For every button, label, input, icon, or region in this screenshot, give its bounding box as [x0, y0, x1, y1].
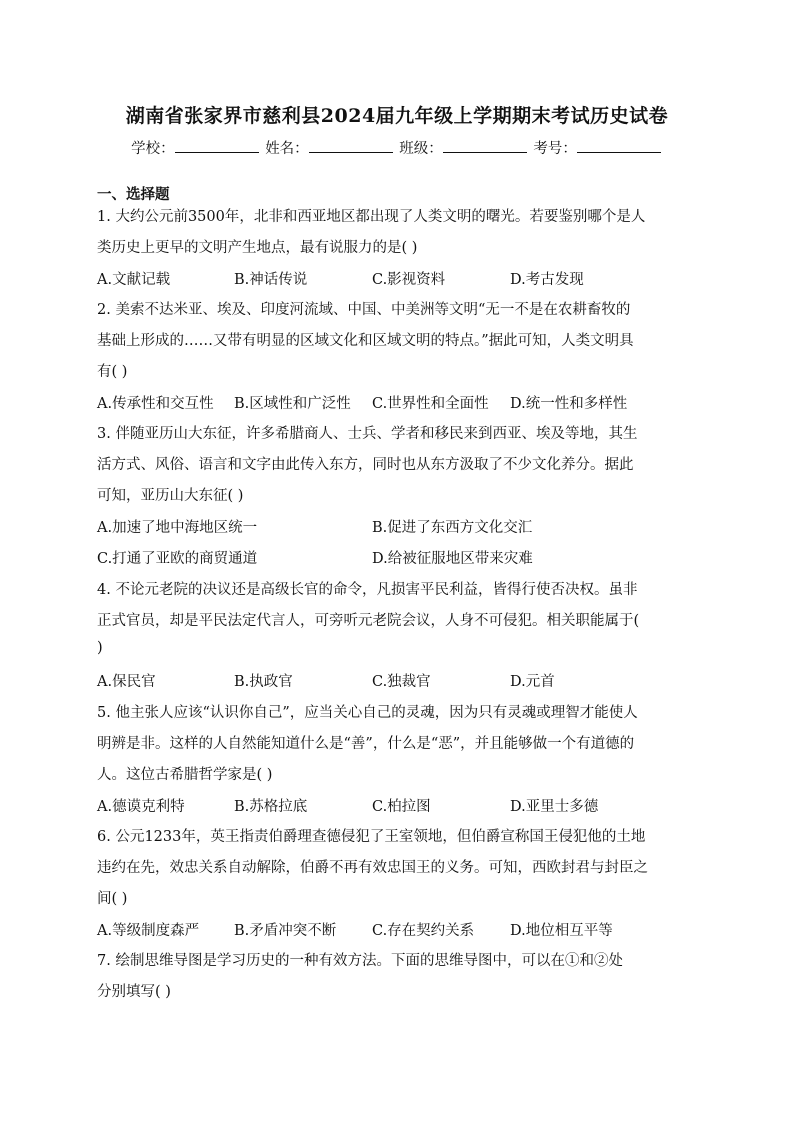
question-4-option-a[interactable]: A.保民官 — [97, 674, 156, 690]
question-6-line-2: 违约在先，效忠关系自动解除，伯爵不再有效忠国王的义务。可知，西欧封君与封臣之 — [97, 860, 648, 876]
question-4-line-2: 正式官员，却是平民法定代言人，可旁听元老院会议，人身不可侵犯。相关职能属于( — [97, 613, 640, 629]
question-2-line-3: 有( ) — [97, 364, 128, 380]
section-heading: 一、选择题 — [97, 186, 170, 203]
exam-number-label: 考号： — [533, 141, 577, 157]
student-info-row — [0, 137, 794, 158]
question-5-line-2: 明辨是非。这样的人自然能知道什么是“善”，什么是“恶”，并且能够做一个有道德的 — [97, 736, 635, 752]
question-3-line-3: 可知，亚历山大东征( ) — [97, 488, 244, 504]
exam-title: 湖南省张家界市慈利县2024届九年级上学期期末考试历史试卷 — [125, 105, 669, 127]
question-3-option-c[interactable]: C.打通了亚欧的商贸通道 — [97, 551, 258, 567]
question-4-option-c[interactable]: C.独裁官 — [372, 674, 431, 690]
question-6-line-3: 间( ) — [97, 891, 128, 907]
question-6-option-b[interactable]: B.矛盾冲突不断 — [234, 923, 337, 939]
question-5-line-3: 人。这位古希腊哲学家是( ) — [97, 767, 273, 783]
question-6-option-d[interactable]: D.地位相互平等 — [510, 923, 613, 939]
question-4-line-1: 4. 不论元老院的决议还是高级长官的命令，凡损害平民利益，皆得行使否决权。虽非 — [97, 582, 638, 598]
class-label: 班级： — [399, 141, 443, 157]
question-5-option-b[interactable]: B.苏格拉底 — [234, 799, 308, 815]
question-1-option-c[interactable]: C.影视资料 — [372, 272, 446, 288]
question-4-line-3: ) — [97, 640, 103, 656]
question-3-line-1: 3. 伴随亚历山大东征，许多希腊商人、士兵、学者和移民来到西亚、埃及等地，其生 — [97, 426, 638, 442]
question-6-line-1: 6. 公元1233年，英王指责伯爵理查德侵犯了王室领地，但伯爵宣称国王侵犯他的土地 — [97, 829, 646, 845]
name-blank[interactable] — [309, 137, 393, 153]
question-1-line-2: 类历史上更早的文明产生地点，最有说服力的是( ) — [97, 240, 418, 256]
question-2-line-1: 2. 美索不达米亚、埃及、印度河流域、中国、中美洲等文明“无一不是在农耕畜牧的 — [97, 302, 631, 318]
name-label: 姓名： — [265, 141, 309, 157]
question-7-line-2: 分别填写( ) — [97, 984, 171, 1000]
question-6-option-a[interactable]: A.等级制度森严 — [97, 923, 200, 939]
question-2-option-c[interactable]: C.世界性和全面性 — [372, 396, 489, 412]
school-label: 学校： — [131, 141, 175, 157]
question-5-option-d[interactable]: D.亚里士多德 — [510, 799, 599, 815]
question-2-option-a[interactable]: A.传承性和交互性 — [97, 396, 214, 412]
question-3-option-d[interactable]: D.给被征服地区带来灾难 — [372, 551, 533, 567]
question-2-option-b[interactable]: B.区域性和广泛性 — [234, 396, 351, 412]
question-5-option-c[interactable]: C.柏拉图 — [372, 799, 431, 815]
class-blank[interactable] — [443, 137, 527, 153]
question-1-option-a[interactable]: A.文献记载 — [97, 272, 171, 288]
question-1-line-1: 1. 大约公元前3500年，北非和西亚地区都出现了人类文明的曙光。若要鉴别哪个是人 — [97, 209, 646, 225]
exam-number-blank[interactable] — [577, 137, 661, 153]
question-5-option-a[interactable]: A.德谟克利特 — [97, 799, 185, 815]
question-2-option-d[interactable]: D.统一性和多样性 — [510, 396, 628, 412]
question-1-option-d[interactable]: D.考古发现 — [510, 272, 584, 288]
question-3-option-a[interactable]: A.加速了地中海地区统一 — [97, 520, 258, 536]
question-5-line-1: 5. 他主张人应该“认识你自己”，应当关心自己的灵魂，因为只有灵魂或理智才能使人 — [97, 705, 638, 721]
question-3-line-2: 活方式、风俗、语言和文字由此传入东方，同时也从东方汲取了不少文化养分。据此 — [97, 457, 634, 473]
question-6-option-c[interactable]: C.存在契约关系 — [372, 923, 475, 939]
question-2-line-2: 基础上形成的……又带有明显的区域文化和区域文明的特点。”据此可知，人类文明具 — [97, 333, 634, 349]
question-4-option-b[interactable]: B.执政官 — [234, 674, 293, 690]
school-blank[interactable] — [175, 137, 259, 153]
question-4-option-d[interactable]: D.元首 — [510, 674, 555, 690]
question-1-option-b[interactable]: B.神话传说 — [234, 272, 308, 288]
question-3-option-b[interactable]: B.促进了东西方文化交汇 — [372, 520, 533, 536]
question-7-line-1: 7. 绘制思维导图是学习历史的一种有效方法。下面的思维导图中，可以在①和②处 — [97, 953, 623, 969]
